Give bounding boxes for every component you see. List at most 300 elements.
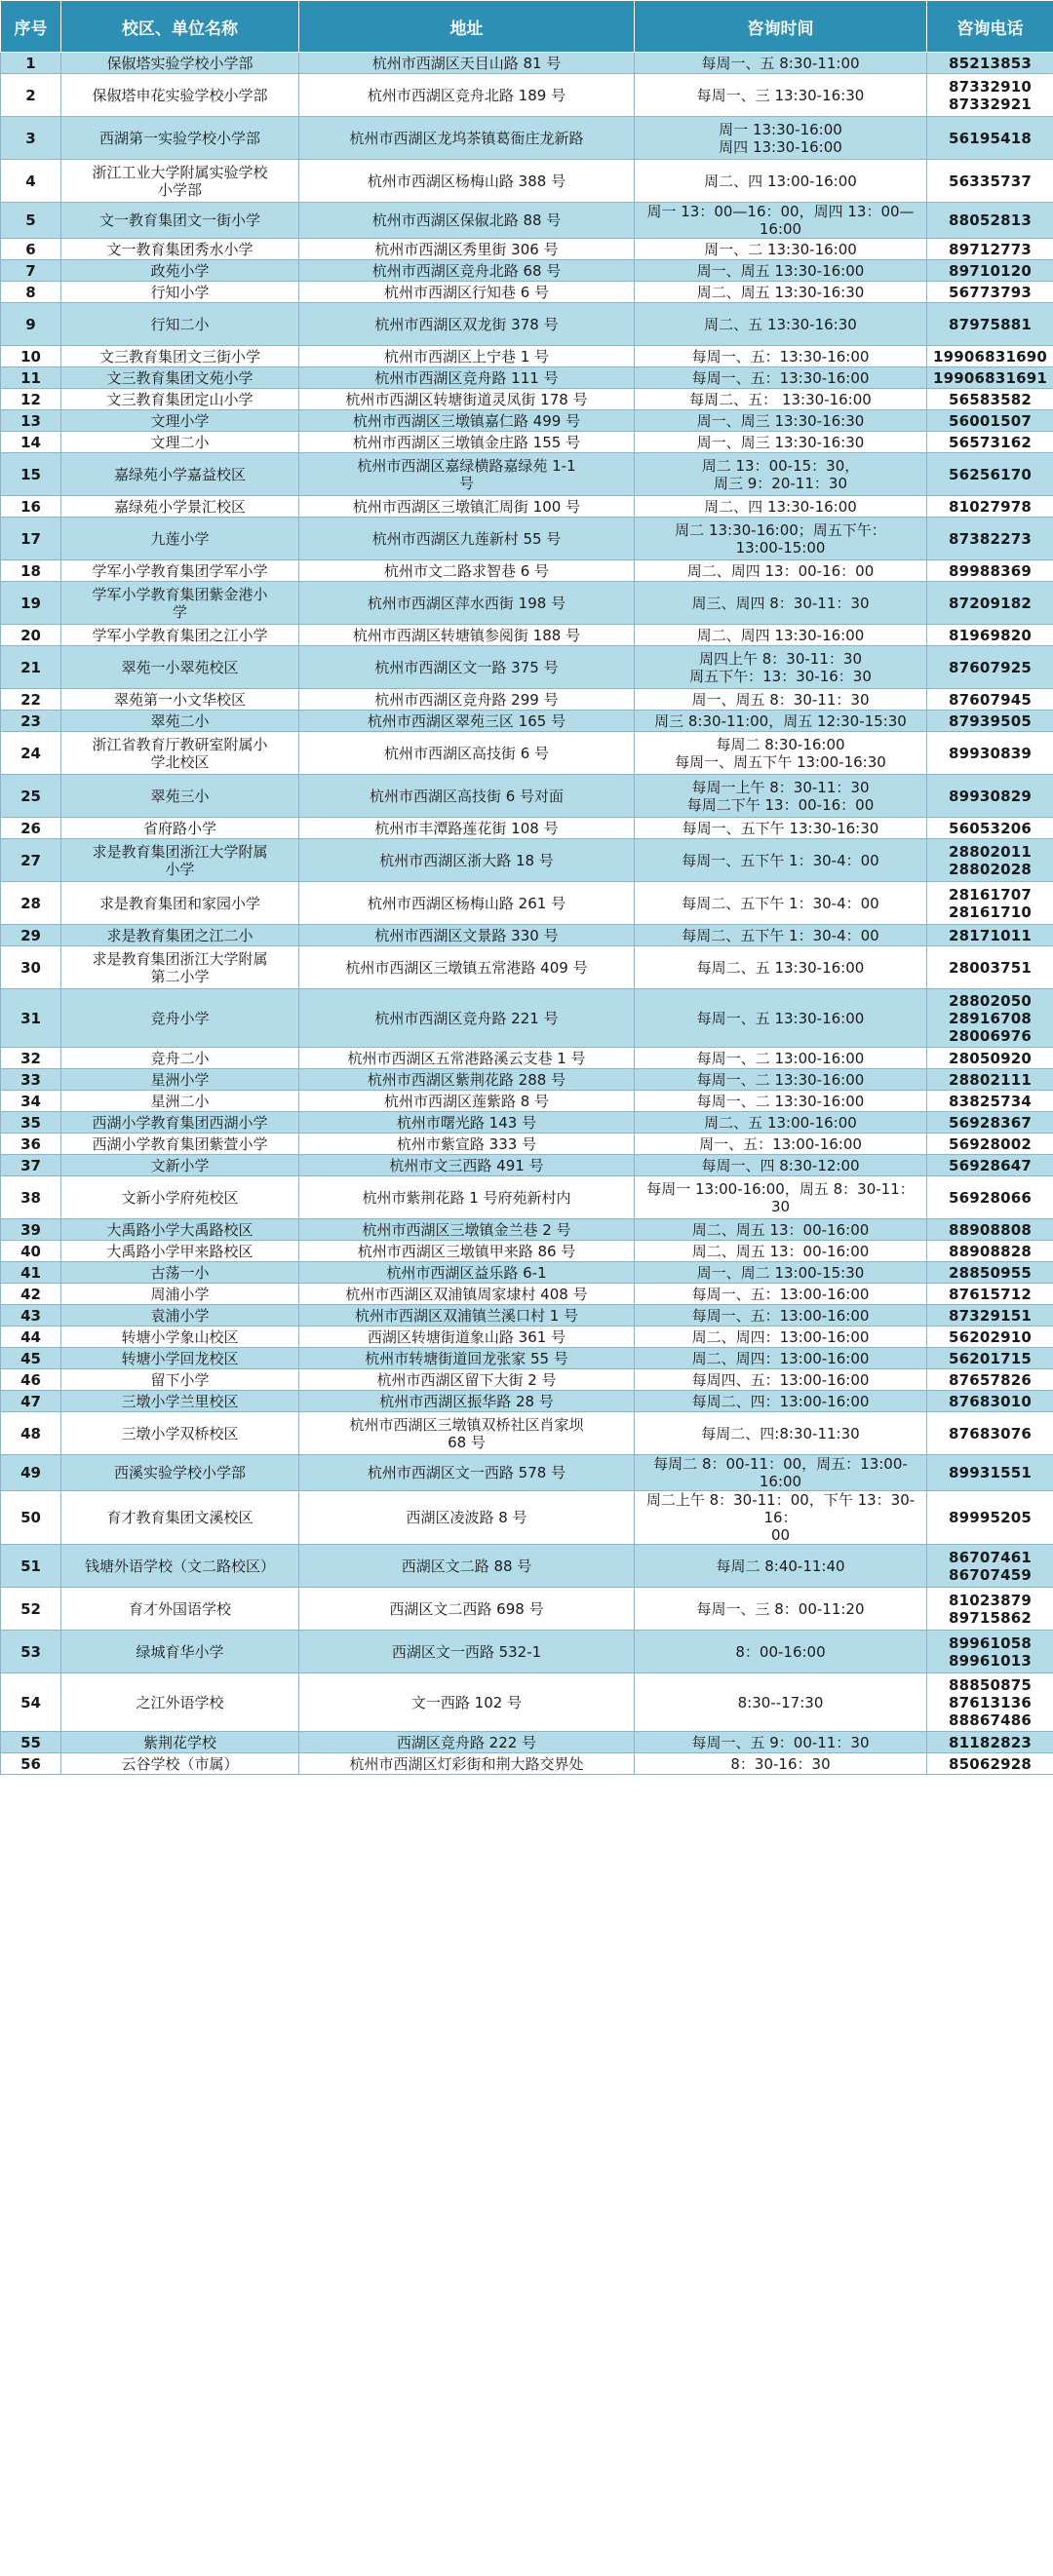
consult-time: 每周一、三 13:30-16:30 xyxy=(635,74,927,117)
table-row xyxy=(1,239,1053,260)
row-number: 27 xyxy=(1,839,61,882)
row-number: 17 xyxy=(1,518,61,560)
school-name: 西湖小学教育集团紫萱小学 xyxy=(61,1134,299,1155)
consult-time: 周二、五 13:00-16:00 xyxy=(635,1112,927,1134)
consult-phone: 88052813 xyxy=(927,203,1053,239)
consult-phone: 56928002 xyxy=(927,1134,1053,1155)
consult-phone: 89961058 89961013 xyxy=(927,1631,1053,1673)
consult-phone: 87683076 xyxy=(927,1412,1053,1455)
school-address: 杭州市西湖区益乐路 6-1 xyxy=(299,1262,635,1284)
school-address: 杭州市西湖区竞舟路 111 号 xyxy=(299,367,635,389)
consult-time: 周二上午 8：30-11：00，下午 13：30-16： 00 xyxy=(635,1491,927,1545)
row-number: 18 xyxy=(1,560,61,582)
consult-time: 每周二 8：00-11：00，周五：13:00-16:00 xyxy=(635,1455,927,1491)
school-name: 保俶塔实验学校小学部 xyxy=(61,53,299,74)
school-name: 求是教育集团之江二小 xyxy=(61,925,299,946)
school-address: 杭州市西湖区上宁巷 1 号 xyxy=(299,346,635,367)
consult-phone: 19906831691 xyxy=(927,367,1053,389)
school-name: 保俶塔申花实验学校小学部 xyxy=(61,74,299,117)
school-name: 学军小学教育集团紫金港小 学 xyxy=(61,582,299,625)
school-address: 杭州市西湖区双浦镇周家埭村 408 号 xyxy=(299,1284,635,1305)
table-row xyxy=(1,1326,1053,1348)
consult-time: 每周四、五：13:00-16:00 xyxy=(635,1369,927,1391)
consult-time: 周一 13:30-16:00 周四 13:30-16:00 xyxy=(635,117,927,160)
school-name: 三墩小学兰里校区 xyxy=(61,1391,299,1412)
row-number: 21 xyxy=(1,646,61,689)
table-row xyxy=(1,1753,1053,1775)
consult-time: 每周一、五：13:00-16:00 xyxy=(635,1305,927,1326)
consult-phone: 56583582 xyxy=(927,389,1053,410)
consult-phone: 28171011 xyxy=(927,925,1053,946)
consult-phone: 86707461 86707459 xyxy=(927,1545,1053,1588)
table-row xyxy=(1,1219,1053,1241)
row-number: 33 xyxy=(1,1069,61,1091)
consult-time: 周二、周五 13：00-16:00 xyxy=(635,1219,927,1241)
header-time: 咨询时间 xyxy=(635,1,927,53)
consult-time: 每周一、二 13:30-16:00 xyxy=(635,1091,927,1112)
table-row xyxy=(1,367,1053,389)
consult-phone: 56928647 xyxy=(927,1155,1053,1176)
consult-phone: 87657826 xyxy=(927,1369,1053,1391)
school-name: 文三教育集团定山小学 xyxy=(61,389,299,410)
consult-phone: 87382273 xyxy=(927,518,1053,560)
school-name: 文新小学府苑校区 xyxy=(61,1176,299,1219)
consult-phone: 28003751 xyxy=(927,946,1053,989)
school-address: 杭州市西湖区文景路 330 号 xyxy=(299,925,635,946)
school-name: 翠苑三小 xyxy=(61,775,299,818)
consult-phone: 81969820 xyxy=(927,625,1053,646)
consult-time: 周一、周五 13:30-16:00 xyxy=(635,260,927,282)
table-row xyxy=(1,303,1053,346)
consult-time: 每周一、五 8:30-11:00 xyxy=(635,53,927,74)
consult-time: 周一、周五 8：30-11：30 xyxy=(635,689,927,711)
consult-time: 周三 8:30-11:00，周五 12:30-15:30 xyxy=(635,711,927,732)
table-row xyxy=(1,1112,1053,1134)
consult-phone: 87607945 xyxy=(927,689,1053,711)
table-row xyxy=(1,1732,1053,1753)
school-name: 政苑小学 xyxy=(61,260,299,282)
consult-time: 每周二 8:30-16:00 每周一、周五下午 13:00-16:30 xyxy=(635,732,927,775)
school-name: 翠苑二小 xyxy=(61,711,299,732)
school-address: 杭州市曙光路 143 号 xyxy=(299,1112,635,1134)
school-address: 杭州市西湖区莲紫路 8 号 xyxy=(299,1091,635,1112)
school-address: 杭州市西湖区竞舟路 221 号 xyxy=(299,989,635,1048)
consult-phone: 89710120 xyxy=(927,260,1053,282)
table-row xyxy=(1,160,1053,203)
school-address: 杭州市西湖区振华路 28 号 xyxy=(299,1391,635,1412)
table-row xyxy=(1,260,1053,282)
table-row xyxy=(1,1176,1053,1219)
school-name: 文一教育集团文一街小学 xyxy=(61,203,299,239)
row-number: 12 xyxy=(1,389,61,410)
row-number: 49 xyxy=(1,1455,61,1491)
table-row xyxy=(1,432,1053,453)
consult-time: 周二、四 13:30-16:00 xyxy=(635,496,927,518)
consult-phone: 87683010 xyxy=(927,1391,1053,1412)
row-number: 14 xyxy=(1,432,61,453)
school-address: 杭州市西湖区三墩镇金兰巷 2 号 xyxy=(299,1219,635,1241)
consult-phone: 28802111 xyxy=(927,1069,1053,1091)
table-row xyxy=(1,560,1053,582)
table-row xyxy=(1,1348,1053,1369)
table-row xyxy=(1,818,1053,839)
consult-phone: 56928066 xyxy=(927,1176,1053,1219)
consult-phone: 28802050 28916708 28006976 xyxy=(927,989,1053,1048)
consult-time: 周二、周四 13:30-16:00 xyxy=(635,625,927,646)
school-name: 转塘小学回龙校区 xyxy=(61,1348,299,1369)
table-row xyxy=(1,117,1053,160)
school-address: 杭州市西湖区高技街 6 号对面 xyxy=(299,775,635,818)
consult-phone: 85213853 xyxy=(927,53,1053,74)
school-address: 杭州市西湖区紫荆花路 288 号 xyxy=(299,1069,635,1091)
school-name: 求是教育集团浙江大学附属 第二小学 xyxy=(61,946,299,989)
consult-time: 周一、周三 13:30-16:30 xyxy=(635,432,927,453)
school-name: 紫荆花学校 xyxy=(61,1732,299,1753)
row-number: 2 xyxy=(1,74,61,117)
row-number: 28 xyxy=(1,882,61,925)
consult-phone: 89988369 xyxy=(927,560,1053,582)
row-number: 46 xyxy=(1,1369,61,1391)
consult-time: 每周一、五 9：00-11：30 xyxy=(635,1732,927,1753)
table-row xyxy=(1,410,1053,432)
row-number: 13 xyxy=(1,410,61,432)
consult-phone: 56195418 xyxy=(927,117,1053,160)
row-number: 30 xyxy=(1,946,61,989)
school-address: 杭州市西湖区竞舟北路 68 号 xyxy=(299,260,635,282)
table-row xyxy=(1,496,1053,518)
consult-phone: 87939505 xyxy=(927,711,1053,732)
header-phone: 咨询电话 xyxy=(927,1,1053,53)
consult-time: 每周一上午 8：30-11：30 每周二下午 13：00-16：00 xyxy=(635,775,927,818)
consult-phone: 56053206 xyxy=(927,818,1053,839)
consult-phone: 85062928 xyxy=(927,1753,1053,1775)
school-address: 杭州市西湖区秀里街 306 号 xyxy=(299,239,635,260)
consult-phone: 87615712 xyxy=(927,1284,1053,1305)
consult-time: 每周一、四 8:30-12:00 xyxy=(635,1155,927,1176)
school-address: 杭州市西湖区行知巷 6 号 xyxy=(299,282,635,303)
school-address: 杭州市西湖区浙大路 18 号 xyxy=(299,839,635,882)
row-number: 20 xyxy=(1,625,61,646)
consult-phone: 81182823 xyxy=(927,1732,1053,1753)
consult-phone: 88908828 xyxy=(927,1241,1053,1262)
consult-phone: 56202910 xyxy=(927,1326,1053,1348)
table-row xyxy=(1,1134,1053,1155)
school-address: 杭州市西湖区文一路 375 号 xyxy=(299,646,635,689)
school-name: 学军小学教育集团学军小学 xyxy=(61,560,299,582)
row-number: 48 xyxy=(1,1412,61,1455)
consult-time: 周二、四 13:00-16:00 xyxy=(635,160,927,203)
school-address: 杭州市西湖区高技街 6 号 xyxy=(299,732,635,775)
row-number: 54 xyxy=(1,1673,61,1732)
school-name: 省府路小学 xyxy=(61,818,299,839)
row-number: 11 xyxy=(1,367,61,389)
row-number: 3 xyxy=(1,117,61,160)
school-name: 求是教育集团和家园小学 xyxy=(61,882,299,925)
school-address: 杭州市丰潭路莲花街 108 号 xyxy=(299,818,635,839)
school-name: 袁浦小学 xyxy=(61,1305,299,1326)
consult-time: 每周一、五：13:30-16:00 xyxy=(635,367,927,389)
consult-time: 每周一 13:00-16:00，周五 8：30-11： 30 xyxy=(635,1176,927,1219)
header-no: 序号 xyxy=(1,1,61,53)
table-row xyxy=(1,1588,1053,1631)
row-number: 16 xyxy=(1,496,61,518)
school-address: 西湖区凌波路 8 号 xyxy=(299,1491,635,1545)
school-name: 竞舟小学 xyxy=(61,989,299,1048)
school-address: 杭州市文三西路 491 号 xyxy=(299,1155,635,1176)
school-name: 钱塘外语学校（文二路校区） xyxy=(61,1545,299,1588)
row-number: 25 xyxy=(1,775,61,818)
consult-time: 每周二、五下午 1：30-4：00 xyxy=(635,882,927,925)
consult-time: 周一、周二 13:00-15:30 xyxy=(635,1262,927,1284)
consult-time: 每周一、三 8：00-11:20 xyxy=(635,1588,927,1631)
school-address: 杭州市西湖区嘉绿横路嘉绿苑 1-1 号 xyxy=(299,453,635,496)
school-address: 杭州市紫荆花路 1 号府苑新村内 xyxy=(299,1176,635,1219)
consult-phone: 87329151 xyxy=(927,1305,1053,1326)
school-address: 杭州市西湖区杨梅山路 388 号 xyxy=(299,160,635,203)
table-row xyxy=(1,1069,1053,1091)
school-name: 古荡一小 xyxy=(61,1262,299,1284)
school-address: 杭州市西湖区天目山路 81 号 xyxy=(299,53,635,74)
table-row xyxy=(1,1155,1053,1176)
table-row xyxy=(1,1284,1053,1305)
consult-time: 周一、五：13:00-16:00 xyxy=(635,1134,927,1155)
school-address: 杭州市西湖区三墩镇甲来路 86 号 xyxy=(299,1241,635,1262)
school-name: 大禹路小学大禹路校区 xyxy=(61,1219,299,1241)
consult-time: 周三、周四 8：30-11：30 xyxy=(635,582,927,625)
school-name: 行知小学 xyxy=(61,282,299,303)
row-number: 38 xyxy=(1,1176,61,1219)
table-row xyxy=(1,1631,1053,1673)
consult-phone: 56573162 xyxy=(927,432,1053,453)
school-address: 西湖区竞舟路 222 号 xyxy=(299,1732,635,1753)
table-row xyxy=(1,1091,1053,1112)
table-row xyxy=(1,689,1053,711)
consult-time: 每周一、五 13:30-16:00 xyxy=(635,989,927,1048)
row-number: 32 xyxy=(1,1048,61,1069)
consult-time: 每周一、五：13:00-16:00 xyxy=(635,1284,927,1305)
school-name: 周浦小学 xyxy=(61,1284,299,1305)
school-address: 杭州市西湖区双浦镇兰溪口村 1 号 xyxy=(299,1305,635,1326)
table-row xyxy=(1,53,1053,74)
row-number: 7 xyxy=(1,260,61,282)
row-number: 42 xyxy=(1,1284,61,1305)
school-address: 杭州市紫宣路 333 号 xyxy=(299,1134,635,1155)
school-name: 九莲小学 xyxy=(61,518,299,560)
school-name: 西湖小学教育集团西湖小学 xyxy=(61,1112,299,1134)
school-name: 星洲二小 xyxy=(61,1091,299,1112)
row-number: 35 xyxy=(1,1112,61,1134)
table-row xyxy=(1,203,1053,239)
row-number: 40 xyxy=(1,1241,61,1262)
consult-phone: 81027978 xyxy=(927,496,1053,518)
consult-time: 周一、周三 13:30-16:30 xyxy=(635,410,927,432)
school-name: 学军小学教育集团之江小学 xyxy=(61,625,299,646)
school-name: 文理小学 xyxy=(61,410,299,432)
table-row xyxy=(1,775,1053,818)
table-row xyxy=(1,389,1053,410)
school-address: 文一西路 102 号 xyxy=(299,1673,635,1732)
school-name: 翠苑一小翠苑校区 xyxy=(61,646,299,689)
school-address: 杭州市西湖区转塘镇参阅街 188 号 xyxy=(299,625,635,646)
consult-phone: 28850955 xyxy=(927,1262,1053,1284)
table-row xyxy=(1,646,1053,689)
consult-phone: 28802011 28802028 xyxy=(927,839,1053,882)
table-row xyxy=(1,989,1053,1048)
school-name: 育才教育集团文溪校区 xyxy=(61,1491,299,1545)
consult-phone: 88908808 xyxy=(927,1219,1053,1241)
row-number: 26 xyxy=(1,818,61,839)
school-name: 求是教育集团浙江大学附属 小学 xyxy=(61,839,299,882)
row-number: 10 xyxy=(1,346,61,367)
table-row xyxy=(1,1048,1053,1069)
school-address: 杭州市西湖区转塘街道灵凤街 178 号 xyxy=(299,389,635,410)
school-name: 育才外国语学校 xyxy=(61,1588,299,1631)
school-name: 西湖第一实验学校小学部 xyxy=(61,117,299,160)
row-number: 6 xyxy=(1,239,61,260)
consult-phone: 56773793 xyxy=(927,282,1053,303)
table-row xyxy=(1,625,1053,646)
school-address: 杭州市转塘街道回龙张家 55 号 xyxy=(299,1348,635,1369)
school-address: 西湖区文一西路 532-1 xyxy=(299,1631,635,1673)
school-address: 西湖区文二西路 698 号 xyxy=(299,1588,635,1631)
header-address: 地址 xyxy=(299,1,635,53)
table-row xyxy=(1,1262,1053,1284)
consult-time: 周二、五 13:30-16:30 xyxy=(635,303,927,346)
consult-time: 每周二、五下午 1：30-4：00 xyxy=(635,925,927,946)
row-number: 23 xyxy=(1,711,61,732)
school-address: 杭州市文二路求智巷 6 号 xyxy=(299,560,635,582)
consult-phone: 89995205 xyxy=(927,1491,1053,1545)
table-row xyxy=(1,711,1053,732)
row-number: 47 xyxy=(1,1391,61,1412)
consult-phone: 89930829 xyxy=(927,775,1053,818)
consult-phone: 56201715 xyxy=(927,1348,1053,1369)
consult-phone: 87975881 xyxy=(927,303,1053,346)
consult-phone: 19906831690 xyxy=(927,346,1053,367)
school-address: 杭州市西湖区三墩镇金庄路 155 号 xyxy=(299,432,635,453)
consult-phone: 88850875 87613136 88867486 xyxy=(927,1673,1053,1732)
table-row xyxy=(1,1241,1053,1262)
consult-time: 8：00-16:00 xyxy=(635,1631,927,1673)
table-row xyxy=(1,1412,1053,1455)
school-address: 杭州市西湖区保俶北路 88 号 xyxy=(299,203,635,239)
row-number: 41 xyxy=(1,1262,61,1284)
consult-time: 每周一、五下午 13:30-16:30 xyxy=(635,818,927,839)
school-name: 嘉绿苑小学景汇校区 xyxy=(61,496,299,518)
row-number: 50 xyxy=(1,1491,61,1545)
school-name: 转塘小学象山校区 xyxy=(61,1326,299,1348)
school-address: 杭州市西湖区双龙街 378 号 xyxy=(299,303,635,346)
school-address: 杭州市西湖区九莲新村 55 号 xyxy=(299,518,635,560)
row-number: 45 xyxy=(1,1348,61,1369)
table-row xyxy=(1,518,1053,560)
consult-time: 周一 13：00—16：00，周四 13：00—16:00 xyxy=(635,203,927,239)
table-row xyxy=(1,582,1053,625)
school-address: 杭州市西湖区三墩镇双桥社区肖家坝 68 号 xyxy=(299,1412,635,1455)
row-number: 39 xyxy=(1,1219,61,1241)
school-name: 文一教育集团秀水小学 xyxy=(61,239,299,260)
consult-phone: 81023879 89715862 xyxy=(927,1588,1053,1631)
row-number: 24 xyxy=(1,732,61,775)
row-number: 44 xyxy=(1,1326,61,1348)
row-number: 43 xyxy=(1,1305,61,1326)
school-name: 翠苑第一小文华校区 xyxy=(61,689,299,711)
school-address: 杭州市西湖区翠苑三区 165 号 xyxy=(299,711,635,732)
school-address: 杭州市西湖区三墩镇汇周街 100 号 xyxy=(299,496,635,518)
row-number: 15 xyxy=(1,453,61,496)
table-row xyxy=(1,1369,1053,1391)
consult-time: 周二、周四：13:00-16:00 xyxy=(635,1326,927,1348)
consult-time: 每周一、二 13:00-16:00 xyxy=(635,1048,927,1069)
school-address: 杭州市西湖区杨梅山路 261 号 xyxy=(299,882,635,925)
row-number: 4 xyxy=(1,160,61,203)
table-row xyxy=(1,882,1053,925)
row-number: 9 xyxy=(1,303,61,346)
table-row xyxy=(1,925,1053,946)
school-address: 杭州市西湖区竞舟路 299 号 xyxy=(299,689,635,711)
row-number: 1 xyxy=(1,53,61,74)
table-row xyxy=(1,1305,1053,1326)
row-number: 53 xyxy=(1,1631,61,1673)
consult-phone: 56001507 xyxy=(927,410,1053,432)
consult-phone: 28050920 xyxy=(927,1048,1053,1069)
school-address: 杭州市西湖区五常港路溪云支巷 1 号 xyxy=(299,1048,635,1069)
table-row xyxy=(1,1491,1053,1545)
consult-time: 周二 13:30-16:00；周五下午： 13:00-15:00 xyxy=(635,518,927,560)
consult-time: 周二、周五 13：00-16:00 xyxy=(635,1241,927,1262)
consult-time: 8：30-16：30 xyxy=(635,1753,927,1775)
school-name: 嘉绿苑小学嘉益校区 xyxy=(61,453,299,496)
row-number: 31 xyxy=(1,989,61,1048)
table-row xyxy=(1,946,1053,989)
school-address: 西湖区转塘街道象山路 361 号 xyxy=(299,1326,635,1348)
table-body xyxy=(1,53,1053,1775)
table-row xyxy=(1,453,1053,496)
school-address: 杭州市西湖区文一西路 578 号 xyxy=(299,1455,635,1491)
row-number: 22 xyxy=(1,689,61,711)
school-name: 之江外语学校 xyxy=(61,1673,299,1732)
consult-time: 每周一、二 13:30-16:00 xyxy=(635,1069,927,1091)
consult-phone: 87209182 xyxy=(927,582,1053,625)
consult-phone: 87332910 87332921 xyxy=(927,74,1053,117)
row-number: 51 xyxy=(1,1545,61,1588)
header-name: 校区、单位名称 xyxy=(61,1,299,53)
table-row xyxy=(1,282,1053,303)
table-row xyxy=(1,1391,1053,1412)
consult-time: 每周二、四:8:30-11:30 xyxy=(635,1412,927,1455)
consult-time: 每周一、五下午 1：30-4：00 xyxy=(635,839,927,882)
consult-time: 周四上午 8：30-11：30 周五下午：13：30-16：30 xyxy=(635,646,927,689)
table-header-row xyxy=(1,1,1053,53)
row-number: 19 xyxy=(1,582,61,625)
table-row xyxy=(1,1455,1053,1491)
row-number: 34 xyxy=(1,1091,61,1112)
consult-phone: 89931551 xyxy=(927,1455,1053,1491)
school-address: 杭州市西湖区三墩镇嘉仁路 499 号 xyxy=(299,410,635,432)
school-name: 星洲小学 xyxy=(61,1069,299,1091)
school-name: 大禹路小学甲来路校区 xyxy=(61,1241,299,1262)
consult-time: 每周二、四：13:00-16:00 xyxy=(635,1391,927,1412)
school-address: 杭州市西湖区龙坞茶镇葛衙庄龙新路 xyxy=(299,117,635,160)
school-address: 杭州市西湖区萍水西街 198 号 xyxy=(299,582,635,625)
table-row xyxy=(1,1673,1053,1732)
consult-time: 周一、二 13:30-16:00 xyxy=(635,239,927,260)
consult-time: 每周一、五：13:30-16:00 xyxy=(635,346,927,367)
school-name: 竞舟二小 xyxy=(61,1048,299,1069)
row-number: 5 xyxy=(1,203,61,239)
table-row xyxy=(1,74,1053,117)
consult-time: 周二、周四 13：00-16：00 xyxy=(635,560,927,582)
